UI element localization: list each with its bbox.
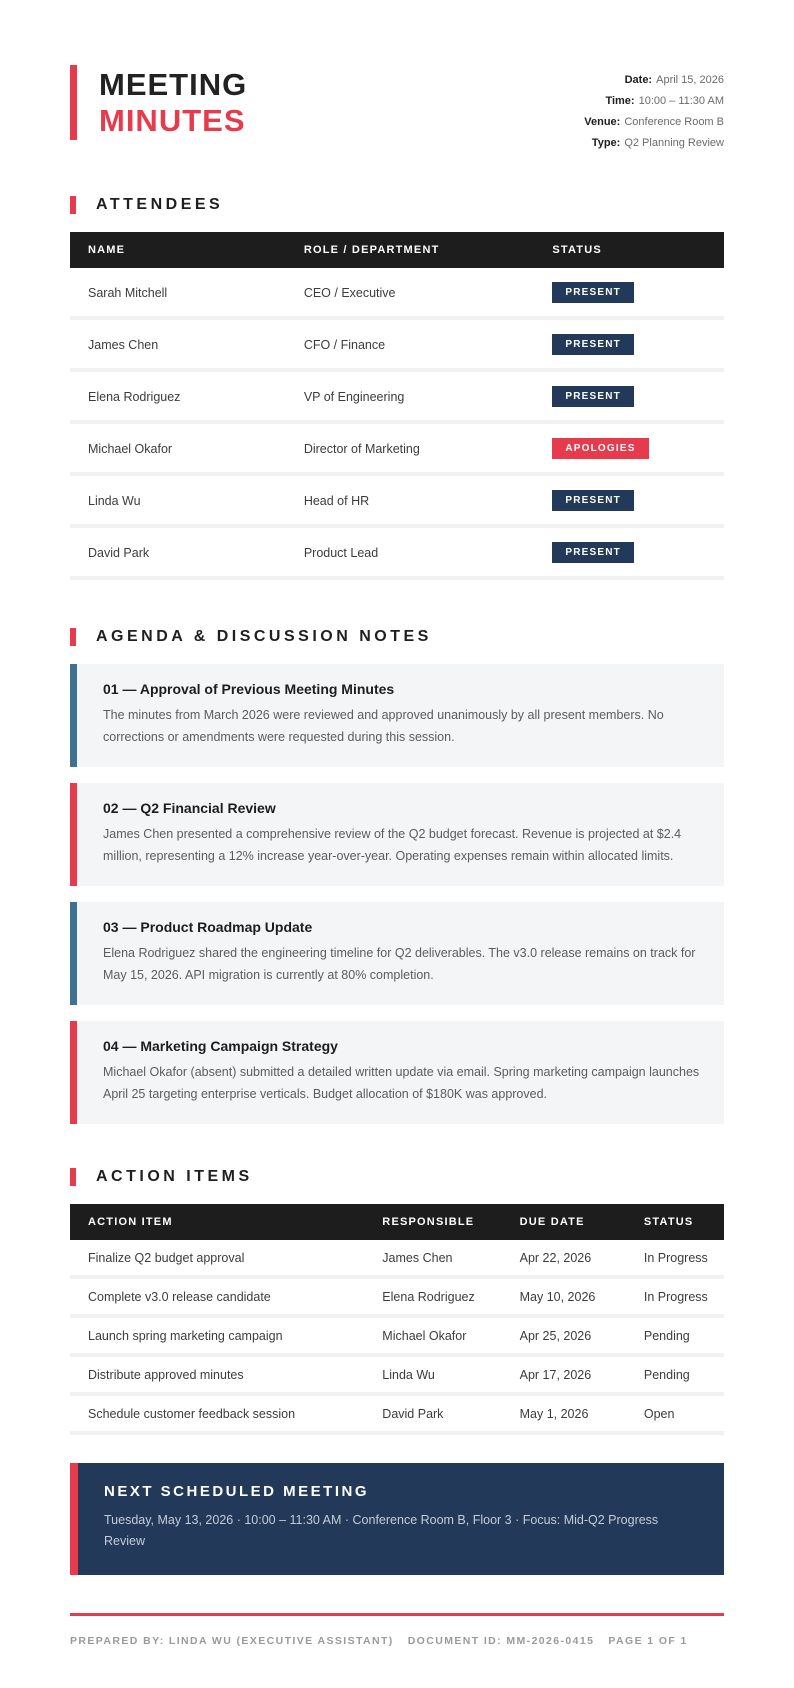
footer-divider	[70, 1613, 724, 1616]
attendee-role: VP of Engineering	[286, 370, 535, 422]
col-responsible: RESPONSIBLE	[364, 1204, 501, 1240]
col-name: NAME	[70, 232, 286, 268]
attendees-table	[70, 232, 724, 580]
agenda-item-1	[70, 664, 724, 767]
agenda-item-title: 04 — Marketing Campaign Strategy	[103, 1038, 338, 1054]
attendee-row	[70, 526, 724, 578]
action-item: Finalize Q2 budget approval	[70, 1240, 364, 1277]
action-responsible: Linda Wu	[364, 1355, 501, 1394]
attendee-role: Head of HR	[286, 474, 535, 526]
status-badge: APOLOGIES	[552, 438, 648, 459]
action-items-table	[70, 1204, 724, 1435]
attendee-row	[70, 474, 724, 526]
next-meeting-panel	[70, 1463, 724, 1575]
col-action-item: ACTION ITEM	[70, 1204, 364, 1240]
action-status: In Progress	[626, 1277, 724, 1316]
action-items-section-label: ACTION ITEMS	[96, 1168, 253, 1185]
action-status: Pending	[626, 1316, 724, 1355]
agenda-section-title	[70, 628, 724, 646]
action-row	[70, 1240, 724, 1277]
footer-prepared-by: PREPARED BY: LINDA WU (EXECUTIVE ASSISTANT)	[70, 1634, 394, 1647]
action-item: Schedule customer feedback session	[70, 1394, 364, 1433]
action-responsible: James Chen	[364, 1240, 501, 1277]
agenda-section-label: AGENDA & DISCUSSION NOTES	[96, 628, 432, 645]
attendee-name: Elena Rodriguez	[70, 370, 286, 422]
action-row	[70, 1277, 724, 1316]
agenda-item-body: The minutes from March 2026 were reviewed and approved unanimously by all present members. No corrections or amendments were requested during this session.	[103, 708, 664, 744]
meta-type-value: Q2 Planning Review	[624, 137, 724, 149]
meta-time	[584, 91, 724, 112]
meta-time-value: 10:00 – 11:30 AM	[638, 95, 724, 107]
agenda-item-3	[70, 902, 724, 1005]
agenda-item-title: 03 — Product Roadmap Update	[103, 919, 313, 935]
action-item: Complete v3.0 release candidate	[70, 1277, 364, 1316]
status-badge: PRESENT	[552, 386, 634, 407]
attendee-name: Michael Okafor	[70, 422, 286, 474]
attendee-role: Product Lead	[286, 526, 535, 578]
action-due: May 10, 2026	[502, 1277, 626, 1316]
action-responsible: David Park	[364, 1394, 501, 1433]
action-items-header-row	[70, 1204, 724, 1240]
agenda-item-body: Elena Rodriguez shared the engineering timeline for Q2 deliverables. The v3.0 release remains on track for May 15, 2026. API migration is currently at 80% completion.	[103, 946, 696, 982]
attendee-row	[70, 318, 724, 370]
col-role: ROLE / DEPARTMENT	[286, 232, 535, 268]
meta-venue-value: Conference Room B	[624, 116, 724, 128]
meta-time-label: Time:	[605, 95, 635, 107]
meta-date-label: Date:	[624, 74, 653, 86]
col-status: STATUS	[534, 232, 724, 268]
meta-date	[584, 70, 724, 91]
action-due: Apr 17, 2026	[502, 1355, 626, 1394]
attendee-row	[70, 422, 724, 474]
attendee-row	[70, 268, 724, 318]
attendees-section-label: ATTENDEES	[96, 196, 224, 213]
next-meeting-details: Tuesday, May 13, 2026 · 10:00 – 11:30 AM · Conference Room B, Floor 3 · Focus: Mid-Q2 Progress Review	[104, 1513, 659, 1549]
next-meeting-title: NEXT SCHEDULED MEETING	[104, 1483, 370, 1500]
attendee-role: CEO / Executive	[286, 268, 535, 318]
action-item: Launch spring marketing campaign	[70, 1316, 364, 1355]
meta-venue-label: Venue:	[584, 116, 621, 128]
action-due: Apr 22, 2026	[502, 1240, 626, 1277]
status-badge: PRESENT	[552, 542, 634, 563]
title-meeting: MEETING	[99, 67, 248, 102]
meeting-meta	[584, 65, 724, 154]
action-status: Open	[626, 1394, 724, 1433]
document-footer	[70, 1635, 724, 1647]
action-due: Apr 25, 2026	[502, 1316, 626, 1355]
action-status: Pending	[626, 1355, 724, 1394]
section-accent-bar	[70, 1168, 76, 1186]
action-row	[70, 1316, 724, 1355]
status-badge: PRESENT	[552, 282, 634, 303]
attendee-name: Sarah Mitchell	[70, 268, 286, 318]
attendees-header-row	[70, 232, 724, 268]
attendee-role: Director of Marketing	[286, 422, 535, 474]
title-minutes: MINUTES	[99, 102, 246, 138]
meta-date-value: April 15, 2026	[656, 74, 724, 86]
section-accent-bar	[70, 628, 76, 646]
action-responsible: Michael Okafor	[364, 1316, 501, 1355]
agenda-item-title: 01 — Approval of Previous Meeting Minutes	[103, 681, 395, 697]
action-responsible: Elena Rodriguez	[364, 1277, 501, 1316]
meta-type-label: Type:	[591, 137, 621, 149]
attendee-role: CFO / Finance	[286, 318, 535, 370]
agenda-item-title: 02 — Q2 Financial Review	[103, 800, 276, 816]
action-status: In Progress	[626, 1240, 724, 1277]
agenda-item-body: Michael Okafor (absent) submitted a detailed written update via email. Spring marketing campaign launches April 25 targeting enterprise verticals. Budget allocation of $180K was approved.	[103, 1065, 700, 1101]
meta-type	[584, 133, 724, 154]
meeting-minutes-document	[70, 0, 724, 1647]
agenda-item-4	[70, 1021, 724, 1124]
title-accent-bar	[70, 65, 77, 140]
attendee-name: Linda Wu	[70, 474, 286, 526]
agenda-item-2	[70, 783, 724, 886]
attendee-name: David Park	[70, 526, 286, 578]
action-items-section-title	[70, 1168, 724, 1186]
document-header	[70, 65, 724, 154]
status-badge: PRESENT	[552, 334, 634, 355]
section-accent-bar	[70, 196, 76, 214]
document-title	[70, 65, 247, 140]
agenda-item-body: James Chen presented a comprehensive review of the Q2 budget forecast. Revenue is projected at $2.4 million, representing a 12% increase year-over-year. Operating expenses remain within allocated limits.	[103, 827, 682, 863]
action-row	[70, 1355, 724, 1394]
meta-venue	[584, 112, 724, 133]
col-due-date: DUE DATE	[502, 1204, 626, 1240]
attendee-row	[70, 370, 724, 422]
action-item: Distribute approved minutes	[70, 1355, 364, 1394]
action-due: May 1, 2026	[502, 1394, 626, 1433]
col-status: STATUS	[626, 1204, 724, 1240]
footer-document-id: DOCUMENT ID: MM-2026-0415	[407, 1634, 595, 1647]
footer-page-number: PAGE 1 OF 1	[608, 1634, 688, 1647]
status-badge: PRESENT	[552, 490, 634, 511]
attendee-name: James Chen	[70, 318, 286, 370]
action-row	[70, 1394, 724, 1433]
attendees-section-title	[70, 196, 724, 214]
